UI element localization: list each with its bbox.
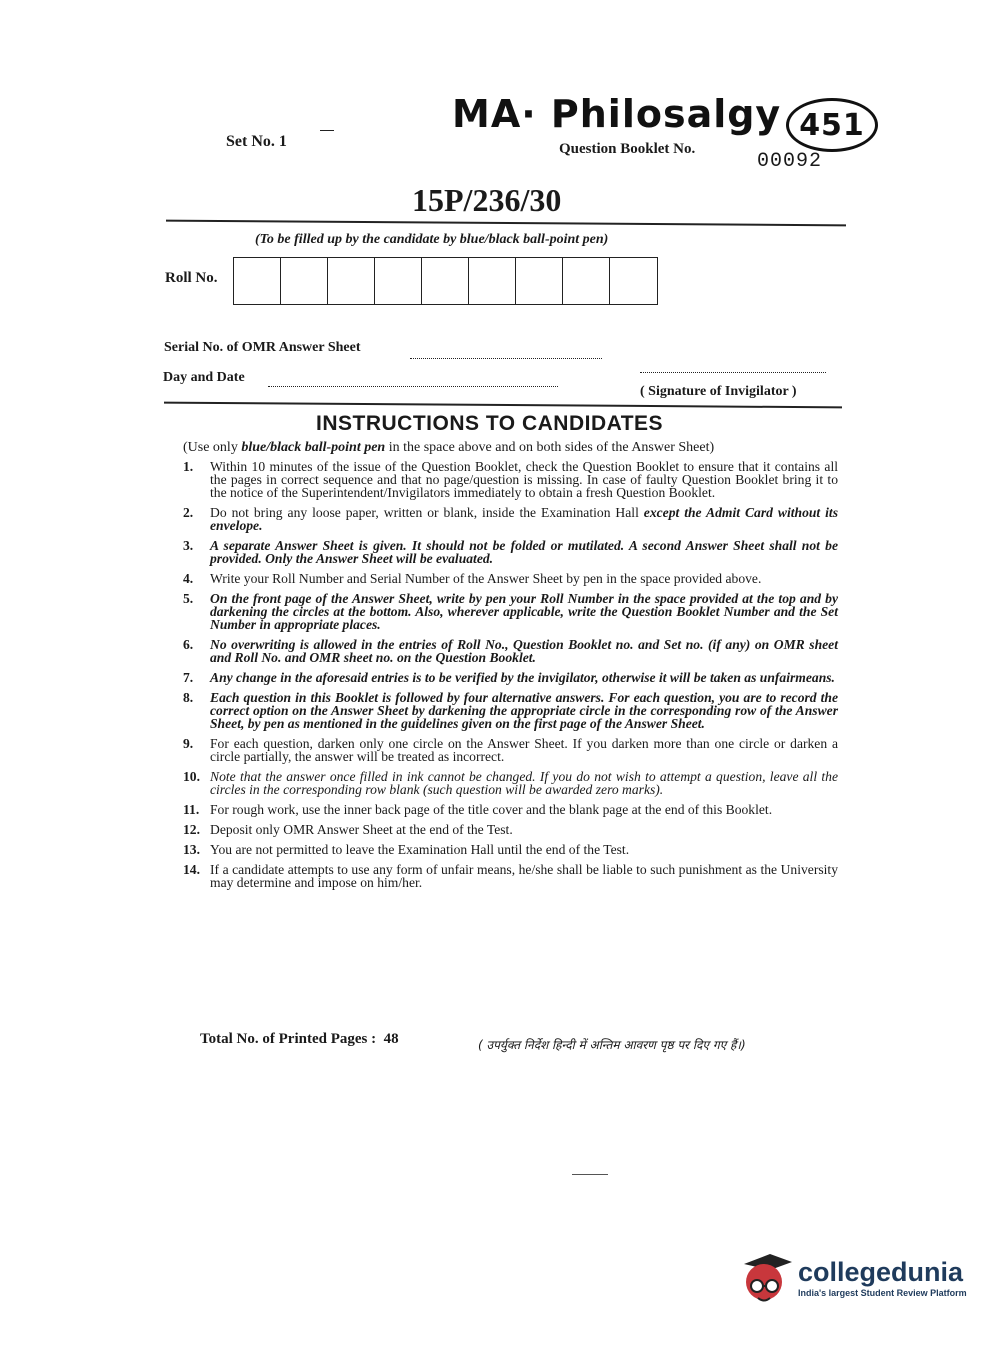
item-number: 2. [183,505,194,520]
item-number: 3. [183,538,194,553]
item-text: Within 10 minutes of the issue of the Question Booklet, check the Question Booklet to ensure that it contains all the pages in correct sequence and that no page/question is missing. In case of faulty Question Booklet bring it to the notice of the Superintendent/Invigilators immediately to obtain a fresh Question Booklet. [210,459,838,500]
roll-digit-box[interactable] [610,258,657,304]
item-number: 1. [183,459,194,474]
instruction-item [183,572,838,585]
mascot-icon [740,1250,794,1306]
preamble-pen: blue/black ball-point pen [241,440,386,455]
roll-digit-box[interactable] [469,258,516,304]
instruction-item [183,592,838,631]
item-text-emphasis: except the Admit Card without its envelope. [210,505,838,533]
set-number-dash [320,130,334,131]
printed-pages-label: Total No. of Printed Pages : [200,1031,377,1047]
instruction-item [183,843,838,856]
collegedunia-logo [740,1250,967,1306]
instruction-item [183,770,838,796]
handwritten-code-text: 451 [799,107,865,143]
item-text [210,506,838,532]
date-label: Day and Date [163,370,245,385]
set-number: Set No. 1 [226,133,287,150]
instruction-item [183,671,838,684]
handwritten-title: MA· Philosalgy [452,92,782,136]
roll-digit-box[interactable] [422,258,469,304]
roll-label: Roll No. [165,270,218,286]
instruction-item [183,737,838,763]
preamble-end: in the space above and on both sides of the Answer Sheet) [385,440,715,455]
instructions-title: INSTRUCTIONS TO CANDIDATES [316,412,664,435]
instruction-item [183,539,838,565]
roll-digit-box[interactable] [328,258,375,304]
instruction-item [183,823,838,836]
roll-digit-box[interactable] [281,258,328,304]
item-number: 5. [183,591,194,606]
instruction-item [183,863,838,889]
instruction-item [183,803,838,816]
signature-label: ( Signature of Invigilator ) [640,384,797,399]
logo-tagline: India's largest Student Review Platform [798,1288,967,1298]
omr-serial-label: Serial No. of OMR Answer Sheet [164,340,361,355]
item-number: 12. [183,822,200,837]
roll-digit-box[interactable] [234,258,281,304]
item-text: Each question in this Booklet is followed by four alternative answers. For each question, you are to record the correct option on the Answer Sheet by darkening the appropriate circle in the corresponding row of the Answer Sheet, by pen as mentioned in the guidelines given on the first page of the Answer Sheet. [210,690,838,731]
item-text: A separate Answer Sheet is given. It should not be folded or mutilated. A second Answer Sheet shall not be provided. Only the Answer Sheet will be evaluated. [210,538,838,566]
booklet-label: Question Booklet No. [559,141,696,157]
printed-pages [200,1031,399,1048]
item-text: No overwriting is allowed in the entries of Roll No., Question Booklet no. and Set no. (if any) on OMR sheet and Roll No. and OMR sheet no. on the Question Booklet. [210,637,838,665]
stray-mark [572,1174,608,1175]
omr-serial-field[interactable] [410,346,602,359]
printed-pages-value: 48 [383,1031,399,1047]
item-number: 4. [183,571,194,586]
logo-name: collegedunia [798,1257,964,1287]
preamble-start: (Use only [183,440,242,455]
item-number: 7. [183,670,194,685]
instruction-item [183,506,838,532]
instruction-item [183,691,838,730]
date-field[interactable] [268,374,558,387]
item-number: 10. [183,769,200,784]
divider-top [166,220,846,227]
instruction-item [183,638,838,664]
hindi-note: ( उपर्युक्त निर्देश हिन्दी में अन्तिम आवरण पृष्ठ पर दिए गए हैं।) [478,1038,746,1052]
item-text: For rough work, use the inner back page of the title cover and the blank page at the end of this Booklet. [210,802,773,817]
roll-number-boxes[interactable] [233,257,658,305]
item-text: Deposit only OMR Answer Sheet at the end of the Test. [210,822,513,837]
instruction-list [183,460,838,896]
item-text: If a candidate attempts to use any form of unfair means, he/she shall be liable to such punishment as the University may determine and impose on him/her. [210,862,838,890]
fill-note: (To be filled up by the candidate by blue/black ball-point pen) [255,232,609,247]
handwritten-code [786,98,878,152]
roll-digit-box[interactable] [375,258,422,304]
item-text: Any change in the aforesaid entries is to be verified by the invigilator, otherwise it will be taken as unfairmeans. [210,670,835,685]
instructions-preamble [183,440,823,456]
roll-digit-box[interactable] [563,258,610,304]
item-text: Write your Roll Number and Serial Number of the Answer Sheet by pen in the space provided above. [210,571,762,586]
item-number: 11. [183,802,200,817]
divider-bottom [164,402,842,409]
signature-field[interactable] [640,360,826,373]
item-number: 13. [183,842,200,857]
item-text: You are not permitted to leave the Examination Hall until the end of the Test. [210,842,630,857]
item-text-plain: Do not bring any loose paper, written or blank, inside the Examination Hall [210,505,644,520]
instruction-item [183,460,838,499]
item-number: 14. [183,862,200,877]
item-number: 9. [183,736,194,751]
booklet-number: 00092 [757,150,823,173]
item-text: Note that the answer once filled in ink cannot be changed. If you do not wish to attempt a question, leave all the circles in the corresponding row blank (such question will be awarded zero marks). [210,769,838,797]
item-text: On the front page of the Answer Sheet, write by pen your Roll Number in the space provided at the top and by darkening the circles at the bottom. Also, wherever applicable, write the Question Booklet Number and the Set Number in appropriate places. [210,591,838,632]
paper-code: 15P/236/30 [412,182,562,218]
item-number: 6. [183,637,194,652]
roll-digit-box[interactable] [516,258,563,304]
item-number: 8. [183,690,194,705]
item-text: For each question, darken only one circle on the Answer Sheet. If you darken more than one circle or darken a circle partially, the answer will be treated as incorrect. [210,736,838,764]
